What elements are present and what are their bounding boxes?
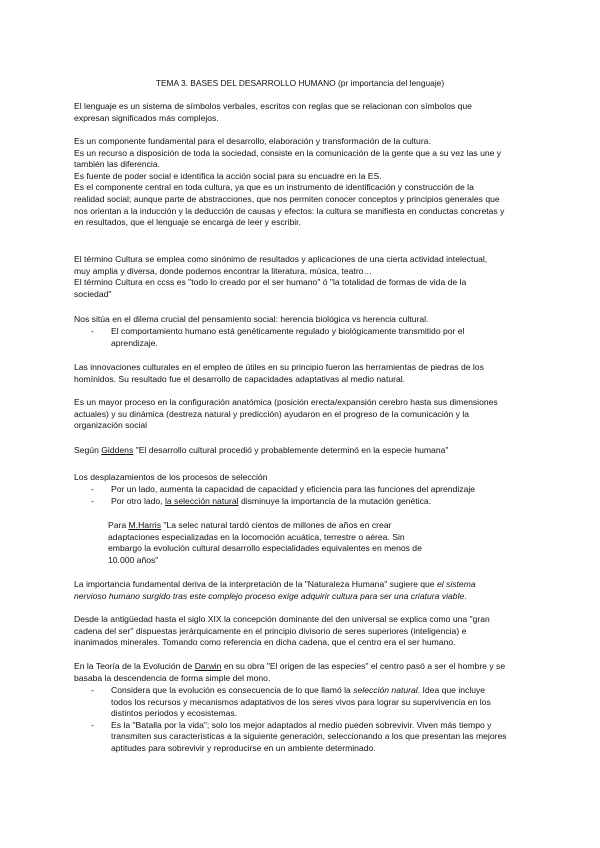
text-line: aptitudes para sobrevivir y reproducirse en un ambiente determinado. <box>111 742 376 753</box>
paragraph-desplazamientos: Los desplazamientos de los procesos de selección <box>74 472 268 482</box>
text-span: Por otro lado, <box>111 495 165 506</box>
italic-text: nervioso humano surgido tras este complejo proceso exige adquirir cultura para ser una criatura viable <box>74 590 465 601</box>
list-item <box>74 326 536 349</box>
text-line <box>108 520 408 532</box>
list-item <box>74 484 536 496</box>
paragraph-dilema: Nos sitúa en el dilema crucial del pensamiento social: herencia biológica vs herencia cultural. <box>74 314 429 324</box>
text-line: - Por un lado, aumenta la capacidad de capacidad y eficiencia para las funciones del aprendizaje <box>111 484 476 494</box>
text-line: expresan significados más complejos. <box>74 112 219 123</box>
text-line: cadena del ser" dispuestas jerárquicamente en el principio divisorio de seres superiores (inteligencia) e <box>74 625 467 636</box>
paragraph-lenguaje-definition <box>74 101 536 124</box>
bullet-list-darwin <box>74 685 536 755</box>
paragraph-innovaciones <box>74 362 536 385</box>
paragraph-naturaleza-humana <box>74 579 536 602</box>
quote-harris <box>108 520 422 566</box>
text-line: también las diferencia. <box>74 159 160 170</box>
text-span: En la Teoría de la Evolución de <box>74 661 195 671</box>
text-line: organización social <box>74 420 148 431</box>
text-span: "La selec natural tardó cientos de millones de años en crear <box>161 520 392 530</box>
text-line: Es fuente de poder social e identifica la acción social para su encuadre en la ES. <box>74 170 382 181</box>
author-giddens: Giddens <box>101 445 134 455</box>
text-line: 10.000 años" <box>108 554 159 565</box>
text-line: todos los recursos y mecanismos adaptativos de los seres vivos para lograr su supervivencia en los <box>111 696 491 707</box>
text-line: Es un recurso a disposición de toda la sociedad, consiste en la comunicación de la gente que a su vez las une y <box>74 147 502 158</box>
paragraph-cultura <box>74 254 536 300</box>
list-item <box>74 720 536 755</box>
text-line <box>74 579 536 591</box>
text-span: Para <box>108 520 129 530</box>
text-line: transmiten sus características a la siguiente generación, seleccionando a los que presentan las mejores <box>111 731 507 742</box>
text-line <box>111 496 536 508</box>
text-line: - El comportamiento humano está genéticamente regulado y biológicamente transmitido por el <box>111 326 465 336</box>
paragraph-lenguaje-roles <box>74 136 536 229</box>
paragraph-darwin <box>74 661 536 684</box>
paragraph-gran-cadena <box>74 614 536 649</box>
text-line: Las innovaciones culturales en el empleo de útiles en su principio fueron las herramientas de piedras de los <box>74 362 484 372</box>
text-line: Es el componente central en toda cultura, ya que es un instrumento de identificación y construcción de la <box>74 182 474 193</box>
text-line: homínidos. Su resultado fue el desarrollo de capacidades adaptativas al medio natural. <box>74 373 406 384</box>
text-line: distintos periodos y ecosistemas. <box>111 708 238 719</box>
text-line: Es un componente fundamental para el desarrollo, elaboración y transformación de la cultura. <box>74 136 431 146</box>
text-span: disminuye la importancia de la mutación genética. <box>238 495 432 506</box>
paragraph-giddens <box>74 445 536 457</box>
text-span: . <box>464 590 467 601</box>
text-span: Considera que la evolución es consecuencia de lo que llamó la <box>111 685 354 695</box>
text-line: El lenguaje es un sistema de símbolos verbales, escritos con reglas que se relacionan con símbolos que <box>74 101 472 111</box>
text-line: El término Cultura se emplea como sinónimo de resultados y aplicaciones de una cierta actividad intelectual, <box>74 254 488 264</box>
bullet-list-dilema <box>74 326 536 349</box>
text-span: en su obra "El origen de las especies" el centro pasó a ser el hombre y se <box>221 661 506 671</box>
text-line <box>74 591 536 603</box>
list-item <box>74 685 536 720</box>
text-line: Desde la antigüedad hasta el siglo XIX la concepción dominante del den universal se explica como una "gran <box>74 614 490 624</box>
text-line <box>111 685 536 697</box>
text-line: embargo la evolución cultural desarrollo especialidades equivalentes en menos de <box>108 543 422 554</box>
text-line: nos orientan a la inducción y la deducción de causas y efectos: la cultura se manifiesta en conductas concretas y <box>74 205 505 216</box>
text-line: sociedad" <box>74 288 112 299</box>
text-line: aprendizaje. <box>111 337 158 348</box>
text-line: Es un mayor proceso en la configuración anatómica (posición erecta/expansión cerebro hasta sus dimensiones <box>74 397 498 407</box>
text-span: Según <box>74 445 102 455</box>
text-line: El término Cultura en ccss es "todo lo creado por el ser humano" ó "la totalidad de formas de vida de la <box>74 277 467 288</box>
text-line: muy amplia y diversa, donde podemos encontrar la literatura, música, teatro… <box>74 265 373 276</box>
text-line <box>74 661 536 673</box>
text-span: "El desarrollo cultural procedió y probablemente determinó en la especie humana" <box>133 445 449 455</box>
paragraph-configuracion <box>74 397 536 432</box>
bullet-list-seleccion <box>74 484 536 507</box>
author-harris: M.Harris <box>128 520 162 530</box>
italic-text: selección natural <box>353 685 418 695</box>
text-line: inanimados minerales. Tomando como referencia en dicha cadena, que el centro era el ser humano. <box>74 637 456 648</box>
document-title: TEMA 3. BASES DEL DESARROLLO HUMANO (pr importancia del lenguaje) <box>155 78 445 88</box>
text-line: adaptaciones especializadas en la locomoción acuática, terrestre o aérea. Sin <box>108 531 405 542</box>
underlined-term: la selección natural <box>164 495 239 506</box>
text-line: basaba la descendencia de forma simple del mono. <box>74 672 271 683</box>
text-span: La importancia fundamental deriva de la interpretación de la "Naturaleza Humana" sugiere que <box>74 579 437 589</box>
text-span: . Idea que incluye <box>417 685 486 695</box>
list-item <box>74 496 536 508</box>
author-darwin: Darwin <box>194 661 222 671</box>
text-line: - Es la "Batalla por la vida"; solo los mejor adaptados al medio pueden sobrevivir. Viven más tiempo y <box>111 719 492 730</box>
text-line: en resultados, que el lenguaje se encarga de leer y escribir. <box>74 217 301 228</box>
italic-text: el sistema <box>436 579 476 589</box>
text-line: actuales) y su dinámica (destreza natural y predicción) ayudaron en el progreso de la comunicación y la <box>74 408 470 419</box>
text-line: realidad social; aunque parte de abstracciones, que nos permiten conocer conceptos y principios generales que <box>74 193 500 204</box>
